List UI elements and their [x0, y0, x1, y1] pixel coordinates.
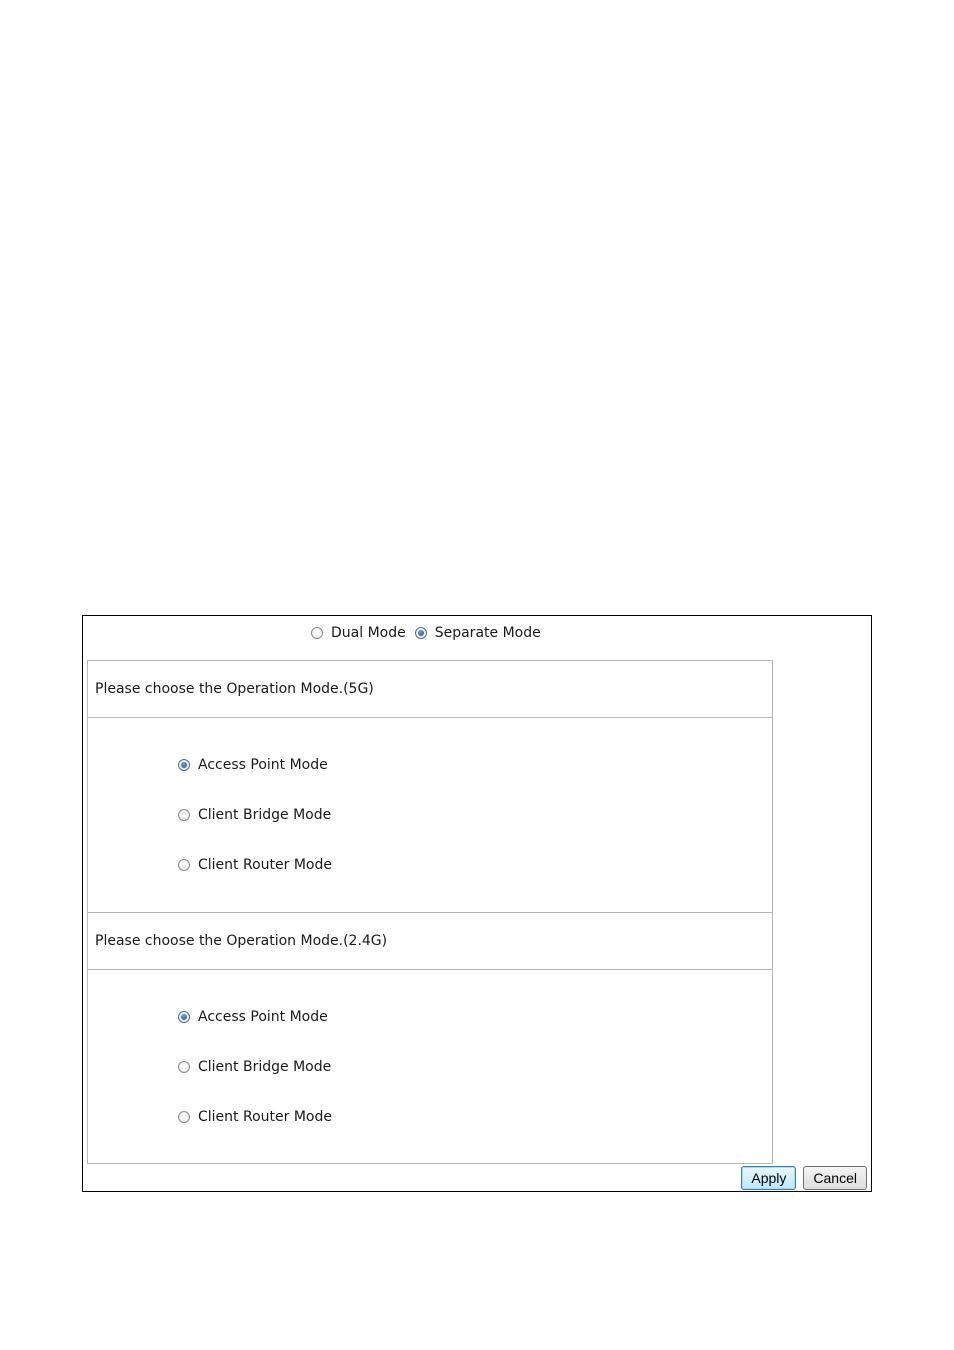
operation-mode-frame	[82, 615, 872, 1192]
cancel-button[interactable]: Cancel	[803, 1166, 867, 1190]
5g-access-point-label: Access Point Mode	[198, 757, 328, 773]
5g-client-router-option[interactable]	[178, 856, 332, 874]
24g-client-bridge-radio[interactable]	[178, 1061, 190, 1073]
separate-mode-radio[interactable]	[415, 627, 427, 639]
action-buttons	[741, 1166, 867, 1190]
operation-mode-5g-options	[88, 718, 772, 912]
separate-mode-option[interactable]	[415, 625, 541, 641]
24g-access-point-radio[interactable]	[178, 1011, 190, 1023]
operation-mode-5g-panel	[87, 660, 773, 913]
apply-button[interactable]: Apply	[741, 1166, 796, 1190]
operation-mode-5g-heading: Please choose the Operation Mode.(5G)	[88, 661, 772, 718]
24g-client-bridge-option[interactable]	[178, 1058, 331, 1076]
24g-client-router-label: Client Router Mode	[198, 1109, 332, 1125]
24g-client-router-radio[interactable]	[178, 1111, 190, 1123]
operation-mode-24g-heading: Please choose the Operation Mode.(2.4G)	[88, 913, 772, 970]
5g-client-bridge-label: Client Bridge Mode	[198, 807, 332, 823]
5g-client-bridge-option[interactable]	[178, 806, 331, 824]
dual-mode-option[interactable]	[311, 625, 406, 641]
5g-client-router-label: Client Router Mode	[198, 857, 332, 873]
24g-access-point-option[interactable]	[178, 1008, 328, 1026]
5g-access-point-option[interactable]	[178, 756, 328, 774]
5g-access-point-radio[interactable]	[178, 759, 190, 771]
dual-mode-label: Dual Mode	[331, 625, 406, 641]
24g-client-bridge-label: Client Bridge Mode	[198, 1059, 332, 1075]
band-mode-selector	[83, 624, 871, 642]
5g-client-bridge-radio[interactable]	[178, 809, 190, 821]
operation-mode-24g-options	[88, 970, 772, 1163]
24g-access-point-label: Access Point Mode	[198, 1009, 328, 1025]
separate-mode-label: Separate Mode	[434, 625, 541, 641]
24g-client-router-option[interactable]	[178, 1108, 332, 1126]
5g-client-router-radio[interactable]	[178, 859, 190, 871]
dual-mode-radio[interactable]	[311, 627, 323, 639]
operation-mode-24g-panel	[87, 912, 773, 1164]
